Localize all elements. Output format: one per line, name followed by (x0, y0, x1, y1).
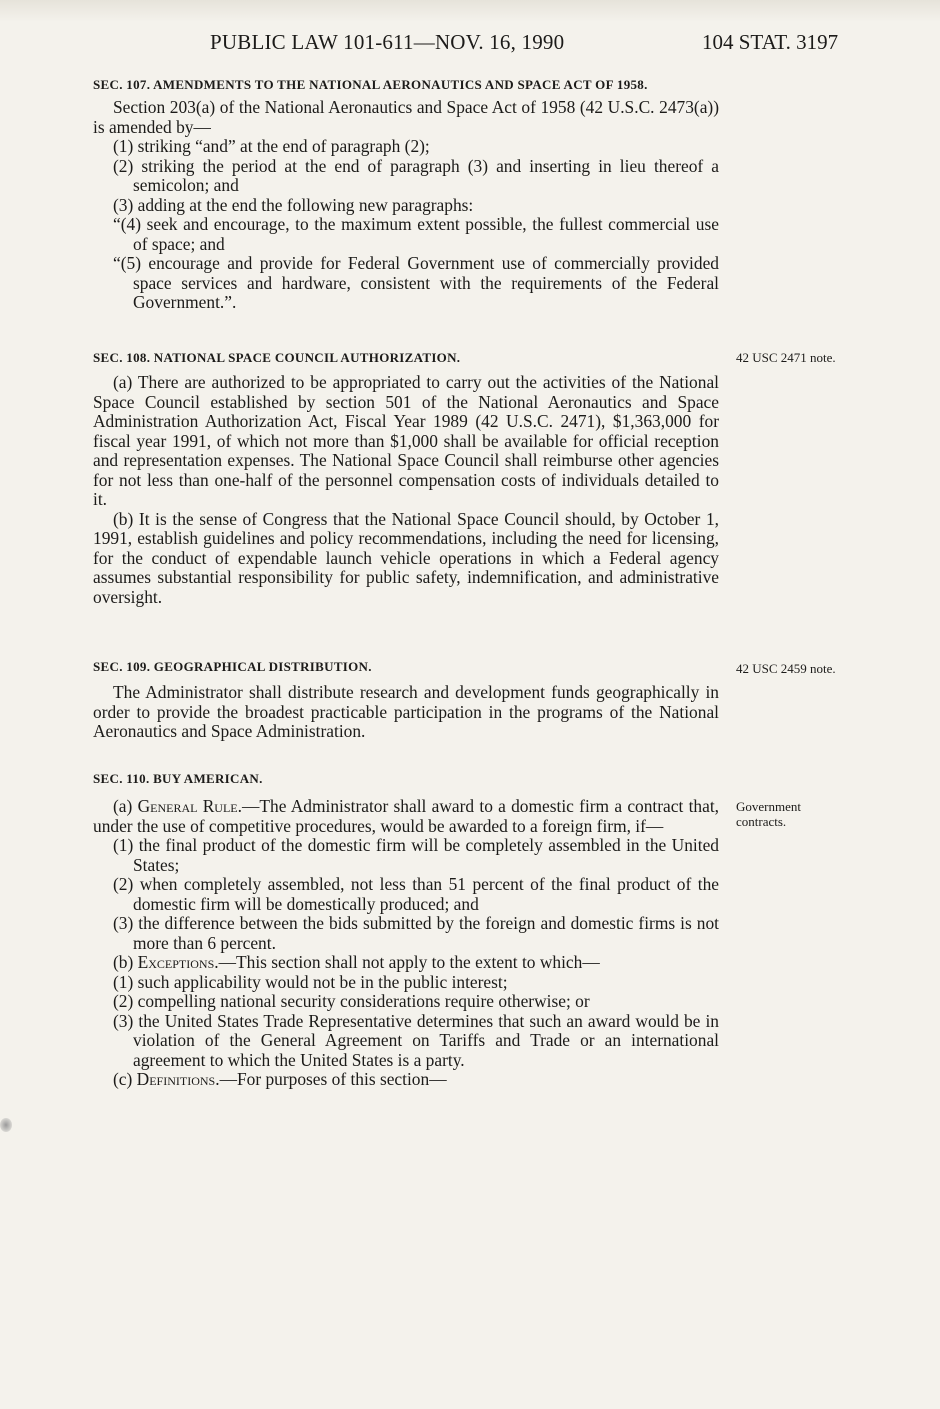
page-header-title: PUBLIC LAW 101-611—NOV. 16, 1990 (210, 30, 565, 54)
section-110-b-caption: Exceptions. (137, 952, 219, 972)
section-109-text: The Administrator shall distribute research and development funds geographically in order to provide the broadest practicable participation in the programs of the National Aeronautics and Space Administration. (93, 682, 719, 741)
section-110-b-item-3: (3) the United States Trade Representative determines that such an award would be in violation of the General Agreement on Tariffs and Trade or an international agreement to which the United States is a party. (113, 1010, 719, 1070)
section-110-a (93, 797, 719, 836)
section-110-a-item-1: (1) the final product of the domestic firm will be completely assembled in the United States; (113, 835, 719, 875)
section-110-a-item-2: (2) when completely assembled, not less than 51 percent of the final product of the domestic firm will be domestically produced; and (113, 874, 719, 914)
section-107-heading: SEC. 107. AMENDMENTS TO THE NATIONAL AERONAUTICS AND SPACE ACT OF 1958. (93, 77, 648, 92)
section-107-quote-4: “(4) seek and encourage, to the maximum extent possible, the fullest commercial use of space; and (113, 214, 719, 254)
section-110-heading: SEC. 110. BUY AMERICAN. (93, 771, 263, 786)
section-110-margin-note: Government contracts. (736, 799, 801, 829)
section-107-item-2: (2) striking the period at the end of paragraph (3) and inserting in lieu thereof a semicolon; and (113, 155, 719, 195)
section-110-c-caption: Definitions. (136, 1069, 220, 1089)
section-110-c-text: —For purposes of this section— (219, 1069, 447, 1089)
section-110-c (93, 1070, 719, 1090)
section-108-heading: SEC. 108. NATIONAL SPACE COUNCIL AUTHORIZATION. (93, 350, 461, 365)
section-110-b-text: —This section shall not apply to the extent to which— (218, 952, 600, 972)
section-110-a-caption: General Rule. (137, 796, 242, 816)
section-107-item-3: (3) adding at the end the following new paragraphs: (113, 194, 474, 215)
section-107-quote-5: “(5) encourage and provide for Federal Government use of commercially provided space services and hardware, consistent with the requirements of the Federal Government.”. (113, 253, 719, 312)
section-107 (93, 76, 719, 313)
section-110-a-text: —The Administrator shall award to a domestic firm a contract that, under the use of competitive procedures, would be awarded to a foreign firm, if— (93, 796, 719, 836)
section-110-b-label: (b) (113, 952, 138, 972)
section-110-b (93, 953, 719, 973)
scan-smudge (0, 1118, 12, 1132)
section-110-a-item-3: (3) the difference between the bids submitted by the foreign and domestic firms is not more than 6 percent. (113, 913, 719, 953)
section-110-a-label: (a) (113, 796, 138, 816)
section-108-b: (b) It is the sense of Congress that the National Space Council should, by October 1, 1991, establish guidelines and policy recommendations, including the need for licensing, for the conduct of expendable launch vehicle operations in which a Federal agency assumes substantial responsibility for public safety, indemnification, and administrative oversight. (93, 508, 719, 607)
section-109-margin-note: 42 USC 2459 note. (736, 661, 836, 676)
section-110-b-item-2: (2) compelling national security considerations require otherwise; or (113, 991, 590, 1011)
section-108 (93, 349, 719, 607)
scan-shadow (0, 0, 940, 22)
section-110-c-label: (c) (113, 1069, 137, 1089)
section-108-margin-note: 42 USC 2471 note. (736, 350, 836, 365)
section-109-heading: SEC. 109. GEOGRAPHICAL DISTRIBUTION. (93, 659, 372, 674)
section-107-item-1: (1) striking “and” at the end of paragraph (2); (113, 136, 430, 156)
section-110-b-item-1: (1) such applicability would not be in the public interest; (113, 971, 508, 992)
section-109 (93, 658, 719, 742)
section-108-a: (a) There are authorized to be appropriated to carry out the activities of the National Space Council established by section 501 of the National Aeronautics and Space Administration Authorization Act, Fiscal Year 1989 (42 U.S.C. 2471), $1,363,000 for fiscal year 1991, of which not more than $1,000 shall be available for official reception and representation expenses. The National Space Council shall reimburse other agencies for not less than one-half of the personnel compensation costs of individuals detailed to it. (93, 372, 719, 509)
section-110 (93, 770, 719, 1090)
page-header-stat: 104 STAT. 3197 (702, 30, 839, 54)
section-107-intro: Section 203(a) of the National Aeronautics and Space Act of 1958 (42 U.S.C. 2473(a)) is amended by— (93, 97, 719, 137)
